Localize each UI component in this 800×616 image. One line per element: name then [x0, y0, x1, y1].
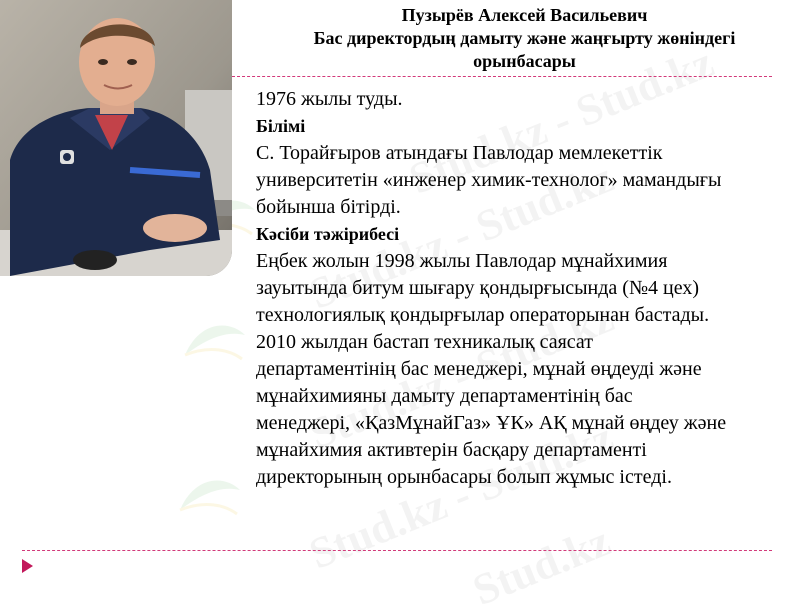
top-dashed-divider [232, 76, 772, 77]
experience-line: департаментінің бас менеджері, мұнай өңдеуді және [256, 358, 702, 380]
experience-line: мұнайхимия активтерін басқару департаменті [256, 439, 647, 461]
experience-line: мұнайхимияны дамыту департаментінің бас [256, 385, 633, 407]
experience-line: Еңбек жолын 1998 жылы Павлодар мұнайхимия [256, 250, 668, 272]
watermark-leaf-icon [180, 315, 250, 361]
education-line: бойынша бітірді. [256, 196, 401, 218]
experience-line: директорының орынбасары болып жұмыс істеді. [256, 466, 672, 488]
person-name: Пузырёв Алексей Васильевич [401, 5, 648, 25]
education-line: университетін «инженер химик-технолог» мамандығы [256, 169, 722, 191]
education-line: С. Торайғыров атындағы Павлодар мемлекеттік [256, 142, 663, 164]
next-slide-arrow-icon[interactable] [22, 559, 33, 573]
person-header [252, 4, 797, 73]
birth-line: 1976 жылы туды. [256, 88, 403, 110]
experience-line: зауытында битум шығару қондырғысында (№4 цех) [256, 277, 699, 299]
bottom-dashed-divider [22, 550, 772, 551]
experience-heading: Кәсіби тәжірибесі [256, 224, 400, 244]
biography-text [256, 86, 800, 491]
portrait-image [0, 0, 232, 276]
watermark-leaf-icon [175, 470, 245, 516]
position-title-line1: Бас директордың дамыту және жаңғырту жөніндегі [313, 28, 736, 48]
education-heading: Білімі [256, 116, 306, 136]
experience-line: 2010 жылдан бастап техникалық саясат [256, 331, 594, 353]
watermark-text [466, 515, 618, 616]
portrait-photo [0, 0, 232, 276]
experience-line: технологиялық қондырғылар операторынан бастады. [256, 304, 710, 326]
position-title-line2: орынбасары [473, 51, 576, 71]
experience-line: менеджері, «ҚазМұнайГаз» ҰК» АҚ мұнай өңдеу және [256, 412, 727, 434]
